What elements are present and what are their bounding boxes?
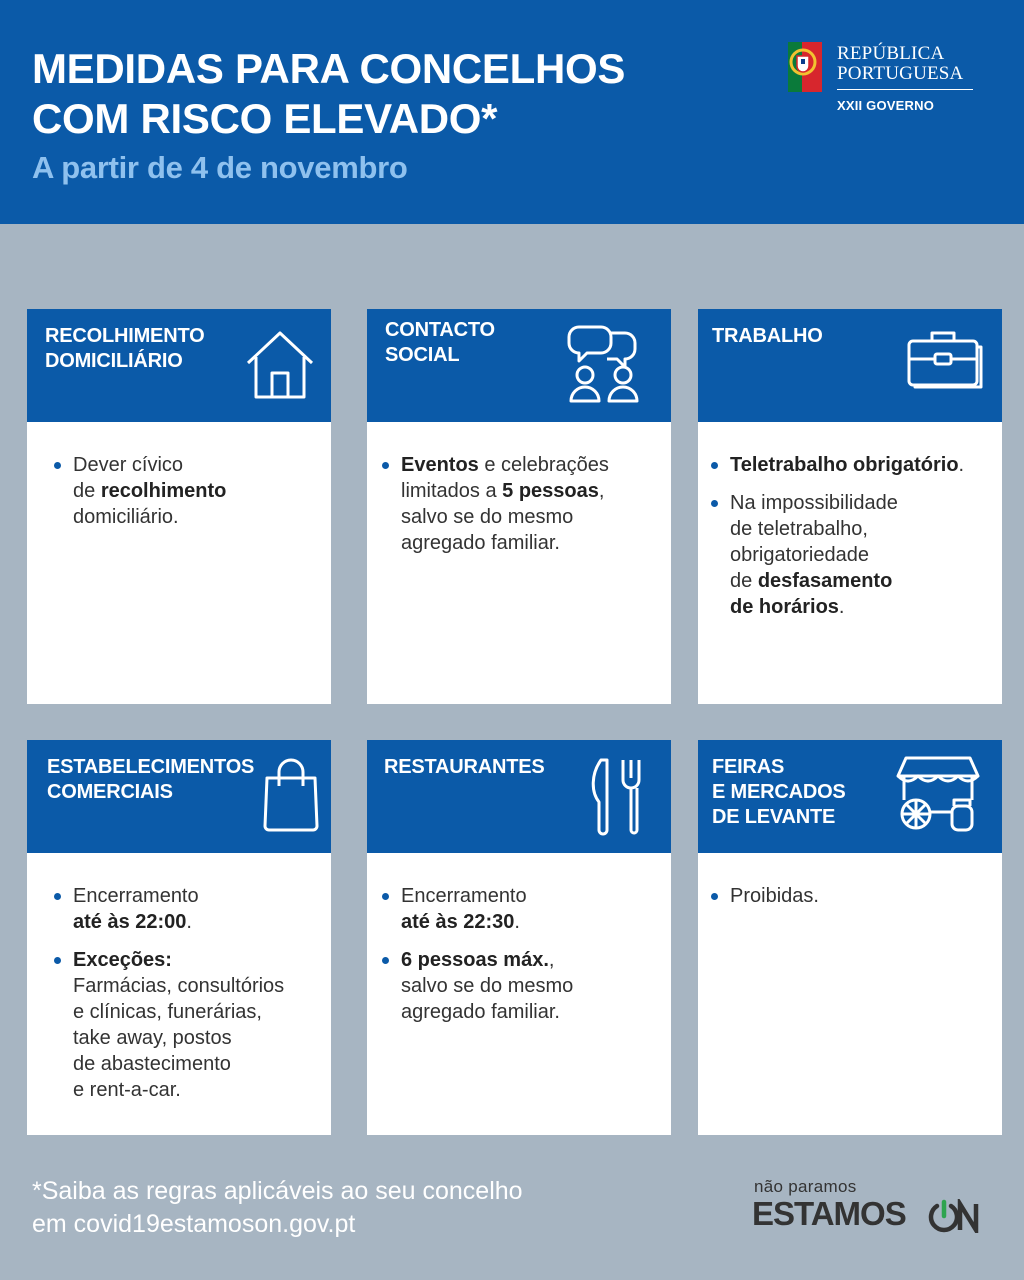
bullet-text: e rent-a-car.: [73, 1079, 181, 1101]
card-header: [27, 309, 331, 422]
bullet-item: [730, 490, 988, 620]
bullet-line: [401, 478, 657, 504]
bullet-line: [730, 490, 988, 516]
bullet-bold-text: desfasamento: [757, 570, 893, 592]
people-chat-icon: [559, 319, 649, 409]
house-icon: [243, 327, 317, 401]
bullet-line: [730, 568, 988, 594]
title-line: COM RISCO ELEVADO*: [32, 95, 498, 142]
estamos-on-brand: [752, 1177, 992, 1237]
brand-wordmark: ESTAMOS: [752, 1195, 906, 1232]
bullet-line: [730, 594, 988, 620]
bullet-text: de abastecimento: [73, 1053, 231, 1075]
bullet-text: e celebrações: [478, 454, 609, 476]
bullet-line: [73, 999, 317, 1025]
bullet-item: [730, 883, 988, 909]
bullet-line: [730, 542, 988, 568]
card-body: [367, 853, 671, 1135]
card-contacto-social: [367, 309, 671, 704]
bullet-text: Dever cívico: [73, 454, 184, 476]
bullet-text: domiciliário.: [73, 506, 179, 528]
page-title: [32, 44, 732, 144]
bullet-text: Farmácias, consultórios: [73, 975, 285, 997]
bullet-text: Encerramento: [73, 885, 199, 907]
bullet-item: [401, 883, 657, 935]
card-header: [698, 740, 1002, 853]
footnote-line: *Saiba as regras aplicáveis ao seu concelho: [32, 1177, 523, 1205]
logo-republica: REPÚBLICA: [837, 43, 945, 64]
bullet-line: [73, 504, 317, 530]
card-body: [27, 853, 331, 1135]
bullet-text: .: [514, 911, 520, 933]
bullet-bold-text: Teletrabalho obrigatório: [730, 454, 959, 476]
brand-tagline: não paramos: [754, 1177, 857, 1196]
bullet-line: [730, 452, 988, 478]
card-title-line: FEIRAS: [712, 756, 785, 778]
bullet-item: [73, 452, 317, 530]
bullet-line: [73, 1051, 317, 1077]
bullet-line: [73, 452, 317, 478]
card-body: [367, 422, 671, 704]
bullet-bold-text: até às 22:00: [73, 911, 187, 933]
bullet-line: [730, 883, 988, 909]
bullet-line: [73, 947, 317, 973]
header-banner: [0, 0, 1024, 224]
bullet-text: ,: [598, 480, 605, 502]
bullet-text: Proibidas.: [730, 885, 819, 907]
card-header: [367, 309, 671, 422]
bullet-bold-text: de horários: [730, 596, 839, 618]
bullet-line: [401, 973, 657, 999]
bullet-line: [401, 947, 657, 973]
bullet-text: .: [958, 454, 965, 476]
logo-portuguesa: PORTUGUESA: [837, 63, 964, 84]
power-on-icon: [928, 1199, 982, 1233]
bullet-item: [401, 452, 657, 556]
bullet-item: [73, 947, 317, 1103]
card-title: [45, 324, 204, 374]
card-trabalho: [698, 309, 1002, 704]
briefcase-icon: [906, 325, 984, 391]
bullet-line: [401, 504, 657, 530]
card-title: [712, 324, 823, 349]
bullet-text: salvo se do mesmo: [401, 506, 574, 528]
card-title-line: ESTABELECIMENTOS: [47, 756, 255, 778]
logo-divider: [837, 89, 973, 90]
footnote: [32, 1175, 523, 1241]
card-restaurantes: [367, 740, 671, 1135]
card-title-line: E MERCADOS: [712, 781, 846, 803]
bullet-text: de: [73, 480, 101, 502]
card-title-line: DOMICILIÁRIO: [45, 350, 183, 372]
bullet-line: [73, 909, 317, 935]
portuguese-coat-of-arms-icon: [786, 40, 826, 98]
bullet-text: de: [730, 570, 758, 592]
card-body: [698, 422, 1002, 704]
bullet-line: [73, 1025, 317, 1051]
bullet-text: Encerramento: [401, 885, 527, 907]
bullet-item: [401, 947, 657, 1025]
card-header: [698, 309, 1002, 422]
card-title-line: DE LEVANTE: [712, 806, 836, 828]
card-recolhimento: [27, 309, 331, 704]
bullet-bold-text: 5 pessoas: [502, 480, 599, 502]
government-logo: [786, 40, 986, 120]
card-header: [27, 740, 331, 853]
bullet-text: e clínicas, funerárias,: [73, 1001, 262, 1023]
bullet-text: agregado familiar.: [401, 532, 560, 554]
bullet-bold-text: até às 22:30: [401, 911, 515, 933]
bullet-line: [73, 1077, 317, 1103]
bullet-line: [401, 452, 657, 478]
bullet-line: [73, 883, 317, 909]
bullet-item: [73, 883, 317, 935]
bullet-line: [401, 999, 657, 1025]
card-header: [367, 740, 671, 853]
bullet-line: [730, 516, 988, 542]
title-line: MEDIDAS PARA CONCELHOS: [32, 45, 626, 92]
bullet-line: [401, 909, 657, 935]
bullet-text: .: [838, 596, 845, 618]
knife-fork-icon: [587, 756, 647, 836]
bullet-text: limitados a: [401, 480, 503, 502]
card-title: [384, 755, 545, 780]
card-body: [698, 853, 1002, 1135]
page-subtitle: A partir de 4 de novembro: [32, 150, 408, 185]
bullet-text: .: [186, 911, 192, 933]
bullet-text: take away, postos: [73, 1027, 232, 1049]
card-body: [27, 422, 331, 704]
bullet-bold-text: Exceções:: [73, 949, 172, 971]
bullet-text: de teletrabalho,: [730, 518, 868, 540]
bullet-item: [730, 452, 988, 478]
logo-governo: XXII GOVERNO: [837, 98, 935, 113]
bullet-text: obrigatoriedade: [730, 544, 869, 566]
card-estabelecimentos: [27, 740, 331, 1135]
card-title: [385, 318, 495, 368]
shopping-bag-icon: [261, 758, 321, 834]
footnote-line: em covid19estamoson.gov.pt: [32, 1210, 356, 1238]
bullet-line: [73, 478, 317, 504]
bullet-line: [73, 973, 317, 999]
bullet-bold-text: Eventos: [401, 454, 479, 476]
bullet-line: [401, 883, 657, 909]
market-stall-icon: [896, 754, 980, 836]
card-title-line: TRABALHO: [712, 325, 823, 347]
card-title-line: SOCIAL: [385, 344, 460, 366]
card-title-line: RECOLHIMENTO: [45, 325, 205, 347]
card-title-line: COMERCIAIS: [47, 781, 173, 803]
bullet-text: Na impossibilidade: [730, 492, 898, 514]
card-title: [712, 755, 846, 830]
bullet-bold-text: recolhimento: [100, 480, 227, 502]
card-title: [47, 755, 254, 805]
bullet-bold-text: 6 pessoas máx.: [401, 949, 549, 971]
card-title-line: RESTAURANTES: [384, 756, 545, 778]
card-feiras: [698, 740, 1002, 1135]
bullet-line: [401, 530, 657, 556]
bullet-text: agregado familiar.: [401, 1001, 560, 1023]
card-title-line: CONTACTO: [385, 319, 495, 341]
bullet-text: ,: [548, 949, 555, 971]
bullet-text: salvo se do mesmo: [401, 975, 574, 997]
